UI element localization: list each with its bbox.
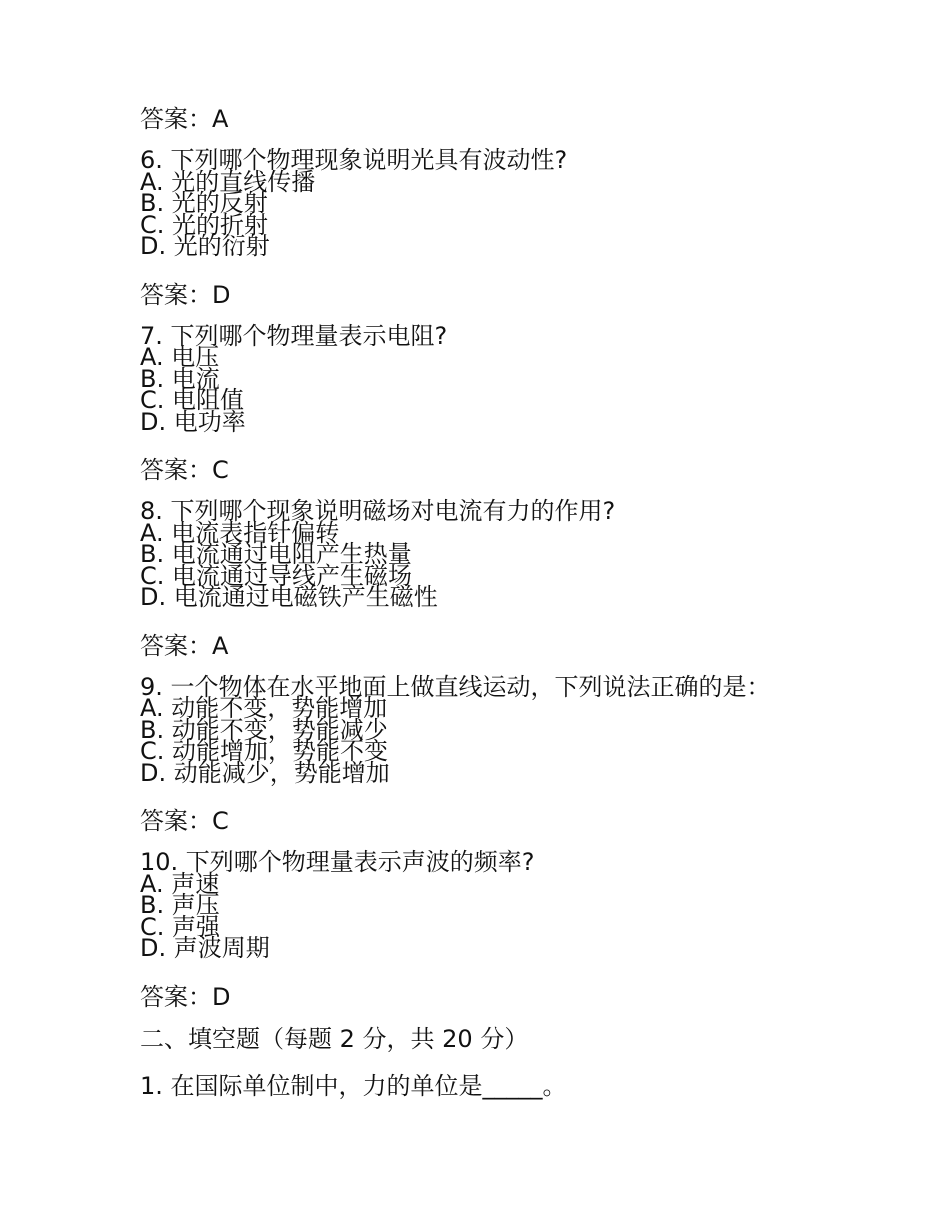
option-b: B. 电流通过电阻产生热量: [140, 540, 412, 568]
option-c: C. 电阻值: [140, 386, 245, 414]
question-stem: 6. 下列哪个物理现象说明光具有波动性?: [140, 146, 568, 174]
option-d: D. 声波周期: [140, 934, 270, 962]
option-b: B. 电流: [140, 364, 220, 393]
option-c: C. 声强: [140, 912, 221, 941]
answer-q5: 答案：A: [140, 105, 229, 133]
question-stem: 7. 下列哪个物理量表示电阻?: [140, 321, 448, 350]
option-a: A. 声速: [140, 869, 220, 898]
option-c: C. 电流通过导线产生磁场: [140, 561, 413, 590]
document-page: [140, 104, 840, 1101]
answer-q10: 答案：D: [140, 982, 231, 1011]
option-b: B. 光的反射: [140, 189, 268, 217]
option-b: B. 动能不变，势能减少: [140, 715, 388, 744]
option-d: D. 动能减少，势能增加: [140, 758, 390, 787]
question-stem: 8. 下列哪个现象说明磁场对电流有力的作用?: [140, 497, 616, 525]
answer-q7: 答案：C: [140, 456, 229, 484]
question-8: [140, 497, 840, 611]
option-c: C. 光的折射: [140, 210, 269, 239]
option-a: A. 电流表指针偏转: [140, 518, 340, 547]
question-7: [140, 321, 840, 436]
option-d: D. 电功率: [140, 407, 246, 436]
question-9: [140, 672, 840, 787]
option-b: B. 声压: [140, 891, 220, 919]
question-stem: 9. 一个物体在水平地面上做直线运动，下列说法正确的是：: [140, 672, 771, 701]
question-10: [140, 848, 840, 962]
fill-in-question-1: 1. 在国际单位制中，力的单位是_____。: [140, 1071, 567, 1100]
section-title-fill-in: 二、填空题（每题 2 分，共 20 分）: [140, 1024, 529, 1053]
option-a: A. 电压: [140, 343, 220, 371]
answer-q6: 答案：D: [140, 280, 231, 309]
answer-q8: 答案：A: [140, 631, 229, 660]
option-d: D. 电流通过电磁铁产生磁性: [140, 583, 438, 611]
option-a: A. 光的直线传播: [140, 167, 316, 196]
option-d: D. 光的衍射: [140, 232, 270, 260]
question-6: [140, 146, 840, 260]
option-c: C. 动能增加，势能不变: [140, 737, 389, 765]
answer-q9: 答案：C: [140, 807, 229, 835]
question-stem: 10. 下列哪个物理量表示声波的频率?: [140, 848, 535, 876]
option-a: A. 动能不变，势能增加: [140, 694, 388, 722]
